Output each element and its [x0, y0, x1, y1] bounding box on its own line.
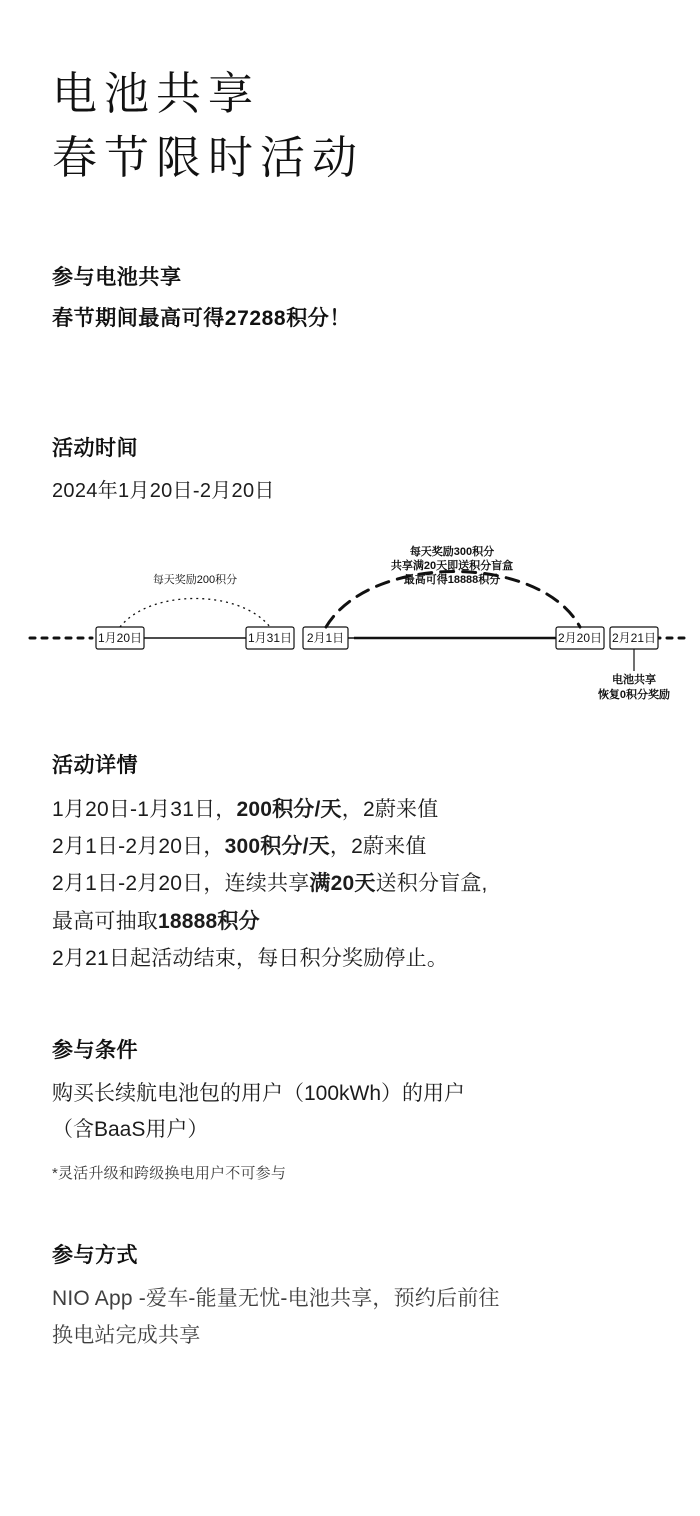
- participation-condition-section: [52, 1034, 648, 1183]
- join-line-2: 换电站完成共享: [52, 1323, 201, 1347]
- activity-detail-section: [52, 749, 648, 978]
- svg-text:1月31日: 1月31日: [247, 630, 293, 645]
- svg-text:2月20日: 2月20日: [557, 630, 603, 645]
- detail-strong: 300积分/天: [224, 835, 330, 859]
- detail-line: [52, 940, 648, 977]
- timeline-node-0: [96, 627, 144, 649]
- svg-text:2月1日: 2月1日: [306, 630, 345, 645]
- page-title: [52, 0, 648, 190]
- activity-time-heading: 活动时间: [52, 436, 138, 460]
- lead-line-1: 参与电池共享: [52, 265, 182, 289]
- svg-text:共享满20天即送积分盲盒: 共享满20天即送积分盲盒: [390, 559, 514, 572]
- timeline-node-3: [556, 627, 604, 649]
- join-line-1: NIO App -爱车-能量无忧-电池共享，预约后前往: [52, 1286, 500, 1310]
- svg-text:1月20日: 1月20日: [97, 630, 143, 645]
- title-line-2: 春节限时活动: [52, 131, 365, 183]
- svg-text:恢复0积分奖励: 恢复0积分奖励: [597, 688, 671, 701]
- svg-text:电池共享: 电池共享: [612, 673, 656, 686]
- detail-line: [52, 791, 648, 828]
- detail-post: ，2蔚来值: [329, 835, 427, 859]
- condition-line-2: （含BaaS用户）: [52, 1117, 209, 1141]
- svg-text:每天奖励300积分: 每天奖励300积分: [409, 545, 495, 558]
- condition-line-1: 购买长续航电池包的用户（100kWh）的用户: [52, 1081, 466, 1105]
- detail-strong: 200积分/天: [236, 797, 342, 821]
- activity-time-section: [52, 432, 648, 507]
- timeline-node-1: [246, 627, 294, 649]
- participation-condition-heading: 参与条件: [52, 1038, 138, 1062]
- svg-text:每天奖励200积分: 每天奖励200积分: [152, 573, 238, 586]
- condition-footnote: *灵活升级和跨级换电用户不可参与: [52, 1164, 287, 1182]
- timeline-node-4: [610, 627, 658, 649]
- svg-text:最高可得18888积分: 最高可得18888积分: [403, 573, 501, 586]
- detail-pre: 1月20日-1月31日，: [52, 797, 237, 821]
- detail-line: [52, 828, 648, 865]
- detail-pre: 2月1日-2月20日，连续共享: [52, 872, 310, 896]
- detail-post: ，2蔚来值: [341, 797, 439, 821]
- detail-strong: 满20天: [309, 872, 376, 896]
- title-line-1: 电池共享: [52, 68, 261, 119]
- detail-pre: 最高可抽取: [52, 909, 158, 933]
- lead-block: [52, 258, 648, 340]
- activity-detail-heading: 活动详情: [52, 753, 138, 777]
- detail-strong: 18888积分: [158, 909, 260, 933]
- svg-text:2月21日: 2月21日: [611, 630, 657, 645]
- detail-line: [52, 903, 648, 940]
- detail-post: 送积分盲盒,: [375, 872, 488, 896]
- detail-pre: 2月21日起活动结束，每日积分奖励停止。: [52, 947, 449, 971]
- detail-line: [52, 865, 648, 902]
- participation-method-section: [52, 1239, 648, 1355]
- timeline-graphic: [0, 531, 700, 731]
- lead-line-2: 春节期间最高可得27288积分！: [52, 306, 351, 330]
- participation-method-heading: 参与方式: [52, 1243, 138, 1267]
- detail-pre: 2月1日-2月20日，: [52, 835, 225, 859]
- activity-time-range: 2024年1月20日-2月20日: [52, 479, 275, 502]
- timeline-node-2: [303, 627, 348, 649]
